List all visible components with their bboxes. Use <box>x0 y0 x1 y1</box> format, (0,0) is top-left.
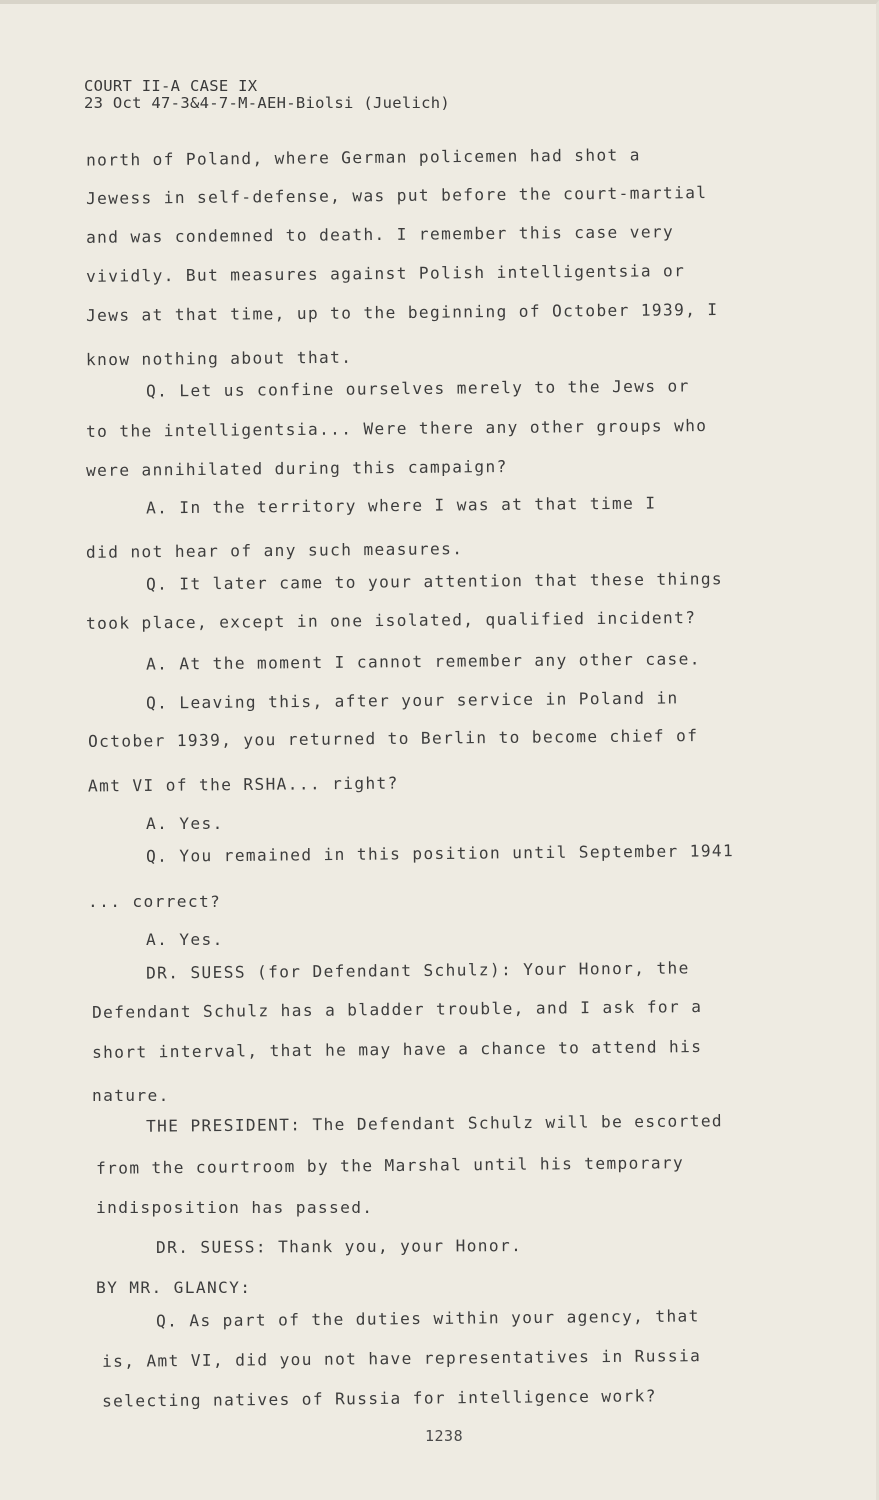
header-line-date: 23 Oct 47-3&4-7-M-AEH-Biolsi (Juelich) <box>84 94 451 112</box>
answer-line: A. At the moment I cannot remember any other case. <box>145 649 701 674</box>
page-number: 1238 <box>425 1427 464 1445</box>
text-line: took place, except in one isolated, qualified incident? <box>85 608 697 633</box>
text-line: know nothing about that. <box>85 347 353 370</box>
question-line: Q. Let us confine ourselves merely to the Jews or <box>145 376 690 401</box>
text-line: were annihilated during this campaign? <box>85 456 508 481</box>
text-line: selecting natives of Russia for intelligence work? <box>101 1386 657 1411</box>
text-line: Amt VI of the RSHA... right? <box>87 773 399 796</box>
text-line: and was condemned to death. I remember this case very <box>85 222 675 247</box>
text-line: short interval, that he may have a chance to attend his <box>91 1037 703 1062</box>
text-line: is, Amt VI, did you not have representatives in Russia <box>101 1346 702 1371</box>
speaker-line: DR. SUESS: Thank you, your Honor. <box>155 1236 523 1257</box>
text-line: Defendant Schulz has a bladder trouble, and I ask for a <box>91 997 703 1022</box>
text-line: north of Poland, where German policemen had shot a <box>85 145 641 170</box>
text-line: nature. <box>92 1086 170 1105</box>
text-line: did not hear of any such measures. <box>85 539 464 562</box>
text-line: from the courtroom by the Marshal until his temporary <box>95 1153 685 1178</box>
text-line: Jews at that time, up to the beginning of October 1939, I <box>85 299 719 326</box>
text-line: vividly. But measures against Polish intelligentsia or <box>85 261 686 286</box>
answer-line: A. In the territory where I was at that time I <box>145 493 657 518</box>
text-line: to the intelligentsia... Were there any other groups who <box>85 416 708 441</box>
speaker-line: DR. SUESS (for Defendant Schulz): Your Honor, the <box>145 958 690 983</box>
answer-line: A. Yes. <box>146 814 224 833</box>
answer-line: A. Yes. <box>146 930 224 949</box>
question-line: Q. As part of the duties within your agency, that <box>155 1306 700 1331</box>
speaker-line: THE PRESIDENT: The Defendant Schulz will be escorted <box>145 1111 724 1136</box>
text-line: October 1939, you returned to Berlin to become chief of <box>87 726 699 751</box>
header-line-court: COURT II-A CASE IX <box>84 77 258 95</box>
question-line: Q. You remained in this position until September 1941 <box>145 841 735 866</box>
text-line: indisposition has passed. <box>96 1198 374 1217</box>
case-header <box>84 78 450 112</box>
question-line: Q. Leaving this, after your service in Poland in <box>145 688 679 713</box>
text-line: ... correct? <box>88 892 222 911</box>
examiner-heading: BY MR. GLANCY: <box>96 1278 252 1297</box>
text-line: Jewess in self-defense, was put before the court-martial <box>85 183 708 208</box>
question-line: Q. It later came to your attention that these things <box>145 569 724 594</box>
